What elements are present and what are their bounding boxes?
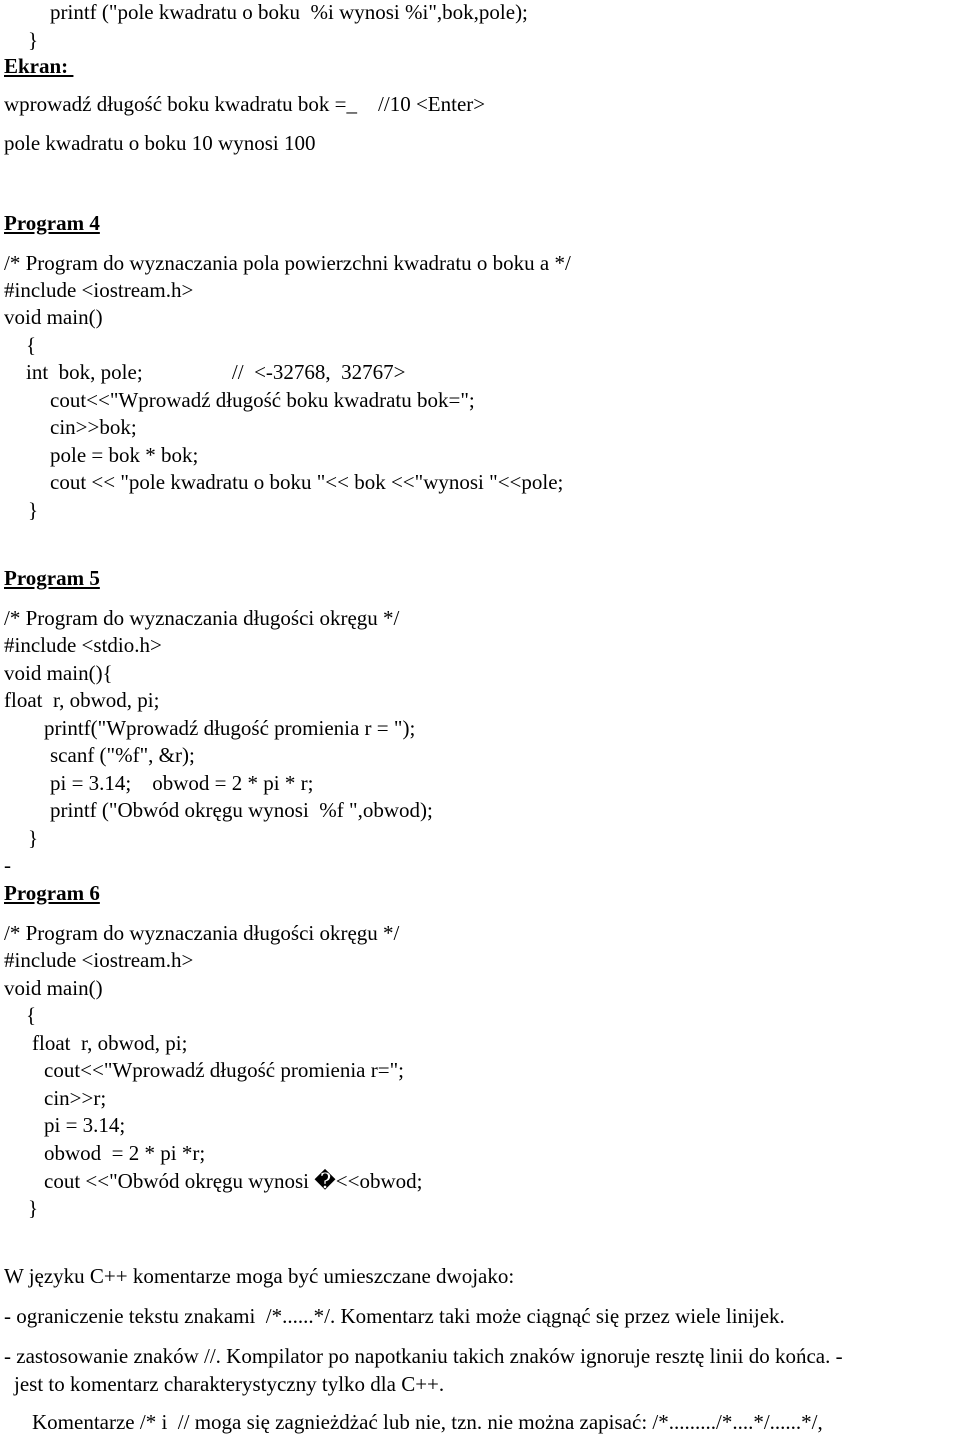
section-heading-program-6: Program 6 [4, 881, 100, 905]
code-comment: /* Program do wyznaczania długości okręgu */ [4, 921, 400, 945]
code-line: scanf ("%f", &r); [50, 743, 195, 767]
code-line: cout <<"Obwód okręgu wynosi �<<obwod; [44, 1169, 423, 1193]
code-line: pole = bok * bok; [50, 443, 199, 467]
dash-mark: - [4, 853, 11, 877]
screen-output-line: wprowadź długość boku kwadratu bok =_ //10 <Enter> [4, 92, 486, 116]
screen-output-line: pole kwadratu o boku 10 wynosi 100 [4, 131, 316, 155]
paragraph-comments-intro: W języku C++ komentarze moga być umieszczane dwojako: [4, 1264, 515, 1288]
code-line: { [26, 333, 37, 357]
code-line: void main() [4, 305, 103, 329]
code-line: void main(){ [4, 661, 113, 685]
paragraph-comment-block: - ograniczenie tekstu znakami /*......*/. Komentarz taki może ciągnąć się przez wiele linijek. [4, 1304, 785, 1328]
code-line: int bok, pole; // <-32768, 32767> [26, 360, 406, 384]
code-line: } [28, 1196, 39, 1220]
code-line: cin>>bok; [50, 415, 137, 439]
section-heading-program-5: Program 5 [4, 566, 100, 590]
code-line: printf("Wprowadź długość promienia r = "); [44, 716, 416, 740]
code-line: obwod = 2 * pi *r; [44, 1141, 206, 1165]
code-line: #include <stdio.h> [4, 633, 162, 657]
code-line: #include <iostream.h> [4, 948, 194, 972]
code-line: cout<<"Wprowadź długość promienia r="; [44, 1058, 404, 1082]
code-line: } [28, 28, 39, 52]
code-line: pi = 3.14; obwod = 2 * pi * r; [50, 771, 314, 795]
code-line: cin>>r; [44, 1086, 107, 1110]
code-line: cout<<"Wprowadź długość boku kwadratu bok="; [50, 388, 475, 412]
code-line: pi = 3.14; [44, 1113, 126, 1137]
code-line: float r, obwod, pi; [4, 688, 160, 712]
code-line: cout << "pole kwadratu o boku "<< bok <<"wynosi "<<pole; [50, 470, 564, 494]
code-comment: /* Program do wyznaczania długości okręgu */ [4, 606, 400, 630]
code-line: printf ("pole kwadratu o boku %i wynosi %i",bok,pole); [50, 0, 528, 24]
paragraph-comment-line: - zastosowanie znaków //. Kompilator po napotkaniu takich znaków ignoruje resztę linii do końca. - [4, 1344, 843, 1368]
code-line: float r, obwod, pi; [32, 1031, 188, 1055]
paragraph-comment-line-cont: jest to komentarz charakterystyczny tylko dla C++. [14, 1372, 445, 1396]
code-line: #include <iostream.h> [4, 278, 194, 302]
code-line: } [28, 498, 39, 522]
code-line: } [28, 826, 39, 850]
paragraph-nesting-note: Komentarze /* i // moga się zagnieżdżać lub nie, tzn. nie można zapisać: /*........./*....*/......*/, [32, 1410, 823, 1434]
code-line: void main() [4, 976, 103, 1000]
code-line: printf ("Obwód okręgu wynosi %f ",obwod); [50, 798, 433, 822]
section-heading-program-4: Program 4 [4, 211, 100, 235]
code-line: { [26, 1003, 37, 1027]
section-heading-ekran: Ekran: [4, 54, 74, 78]
code-comment: /* Program do wyznaczania pola powierzchni kwadratu o boku a */ [4, 251, 571, 275]
